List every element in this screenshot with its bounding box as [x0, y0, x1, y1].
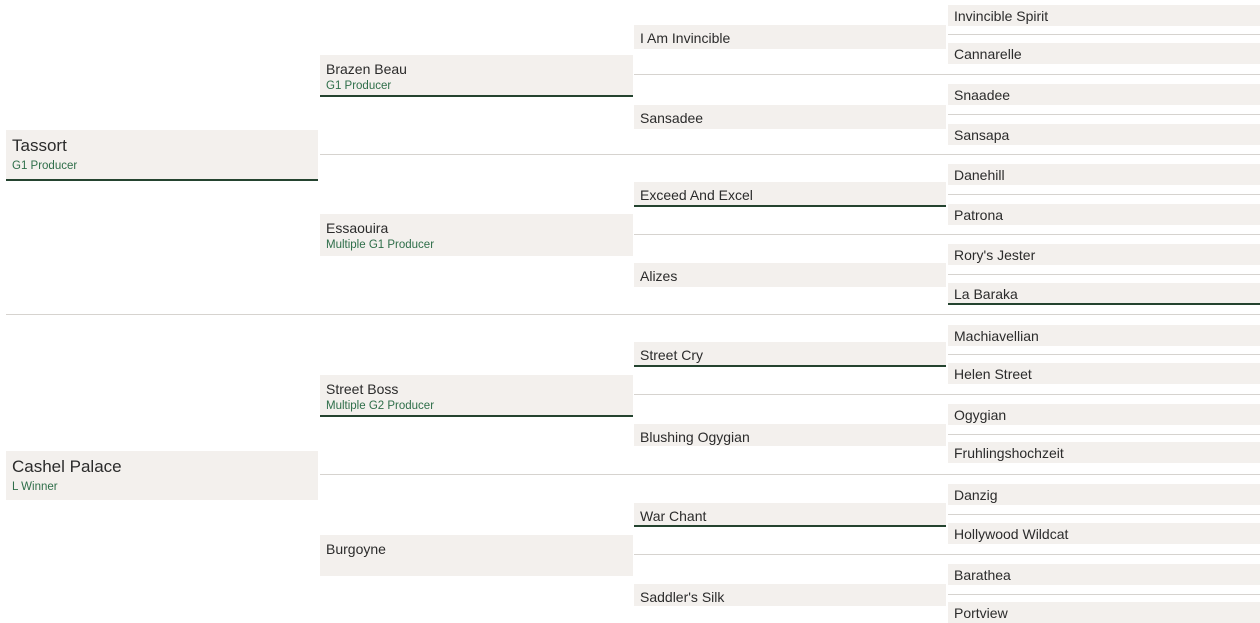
horse-name[interactable]: Cannarelle — [954, 46, 1022, 62]
pedigree-gen3-6[interactable] — [634, 424, 946, 446]
divider-gen2-bottom — [320, 474, 1260, 475]
pedigree-gen4-2[interactable] — [948, 43, 1260, 64]
horse-name[interactable]: Rory's Jester — [954, 247, 1036, 263]
pedigree-gen3-1[interactable] — [634, 25, 946, 49]
horse-name[interactable]: Sansadee — [640, 110, 704, 126]
pedigree-gen4-16[interactable] — [948, 602, 1260, 623]
horse-note: G1 Producer — [12, 160, 78, 172]
divider-gen4-3 — [948, 194, 1260, 195]
horse-name[interactable]: Burgoyne — [326, 541, 386, 557]
horse-name[interactable]: Barathea — [954, 567, 1011, 583]
sire-dam-divider — [6, 314, 1260, 315]
horse-name[interactable]: I Am Invincible — [640, 30, 731, 46]
horse-name[interactable]: Tassort — [12, 136, 67, 155]
pedigree-gen4-4[interactable] — [948, 124, 1260, 145]
horse-name[interactable]: Saddler's Silk — [640, 589, 725, 605]
pedigree-gen4-12[interactable] — [948, 442, 1260, 463]
divider-gen4-5 — [948, 354, 1260, 355]
divider-gen4-8 — [948, 594, 1260, 595]
divider-gen3-2 — [634, 234, 1260, 235]
pedigree-gen4-15[interactable] — [948, 564, 1260, 585]
divider-gen2-top — [320, 154, 1260, 155]
pedigree-gen4-13[interactable] — [948, 484, 1260, 505]
horse-name[interactable]: War Chant — [640, 508, 707, 524]
horse-name[interactable]: Street Cry — [640, 347, 704, 363]
horse-name[interactable]: Blushing Ogygian — [640, 429, 750, 445]
pedigree-gen3-4[interactable] — [634, 263, 946, 287]
horse-note: Multiple G2 Producer — [326, 400, 435, 412]
horse-name[interactable]: Helen Street — [954, 366, 1032, 382]
horse-name[interactable]: Cashel Palace — [12, 457, 122, 476]
horse-name[interactable]: Brazen Beau — [326, 61, 407, 77]
horse-note: G1 Producer — [326, 80, 392, 92]
horse-name[interactable]: Danzig — [954, 487, 998, 503]
divider-gen4-1 — [948, 34, 1260, 35]
pedigree-gen3-7[interactable] — [634, 503, 946, 527]
divider-gen4-6 — [948, 434, 1260, 435]
pedigree-dam[interactable] — [6, 451, 318, 500]
horse-name[interactable]: Street Boss — [326, 381, 399, 397]
pedigree-gen4-11[interactable] — [948, 404, 1260, 425]
pedigree-gen4-8[interactable] — [948, 283, 1260, 305]
pedigree-sire-dam[interactable] — [320, 214, 633, 256]
pedigree-sire-sire[interactable] — [320, 55, 633, 97]
pedigree-gen4-5[interactable] — [948, 164, 1260, 185]
pedigree-sire[interactable] — [6, 130, 318, 181]
horse-name[interactable]: Alizes — [640, 268, 678, 284]
horse-name[interactable]: Sansapa — [954, 127, 1010, 143]
pedigree-gen4-3[interactable] — [948, 84, 1260, 105]
pedigree-gen3-3[interactable] — [634, 182, 946, 207]
pedigree-gen3-8[interactable] — [634, 584, 946, 606]
divider-gen3-1 — [634, 74, 1260, 75]
horse-name[interactable]: Machiavellian — [954, 328, 1039, 344]
pedigree-gen4-14[interactable] — [948, 523, 1260, 544]
pedigree-gen4-10[interactable] — [948, 363, 1260, 384]
horse-name[interactable]: Ogygian — [954, 407, 1007, 423]
divider-gen3-4 — [634, 554, 1260, 555]
pedigree-gen4-6[interactable] — [948, 204, 1260, 225]
pedigree-gen4-9[interactable] — [948, 325, 1260, 346]
pedigree-dam-sire[interactable] — [320, 375, 633, 417]
horse-note: Multiple G1 Producer — [326, 239, 435, 251]
pedigree-gen3-2[interactable] — [634, 105, 946, 129]
pedigree-gen4-1[interactable] — [948, 5, 1260, 26]
divider-gen3-3 — [634, 394, 1260, 395]
horse-name[interactable]: Exceed And Excel — [640, 187, 753, 203]
horse-name[interactable]: Hollywood Wildcat — [954, 526, 1069, 542]
divider-gen4-2 — [948, 114, 1260, 115]
pedigree-gen3-5[interactable] — [634, 342, 946, 367]
horse-name[interactable]: Fruhlingshochzeit — [954, 445, 1064, 461]
horse-name[interactable]: Essaouira — [326, 220, 389, 236]
horse-name[interactable]: Danehill — [954, 167, 1005, 183]
pedigree-dam-dam[interactable] — [320, 535, 633, 576]
horse-note: L Winner — [12, 481, 58, 493]
divider-gen4-7 — [948, 514, 1260, 515]
horse-name[interactable]: Snaadee — [954, 87, 1011, 103]
horse-name[interactable]: La Baraka — [954, 286, 1018, 302]
horse-name[interactable]: Patrona — [954, 207, 1004, 223]
pedigree-gen4-7[interactable] — [948, 244, 1260, 265]
horse-name[interactable]: Portview — [954, 605, 1008, 621]
horse-name[interactable]: Invincible Spirit — [954, 8, 1049, 24]
divider-gen4-4 — [948, 274, 1260, 275]
